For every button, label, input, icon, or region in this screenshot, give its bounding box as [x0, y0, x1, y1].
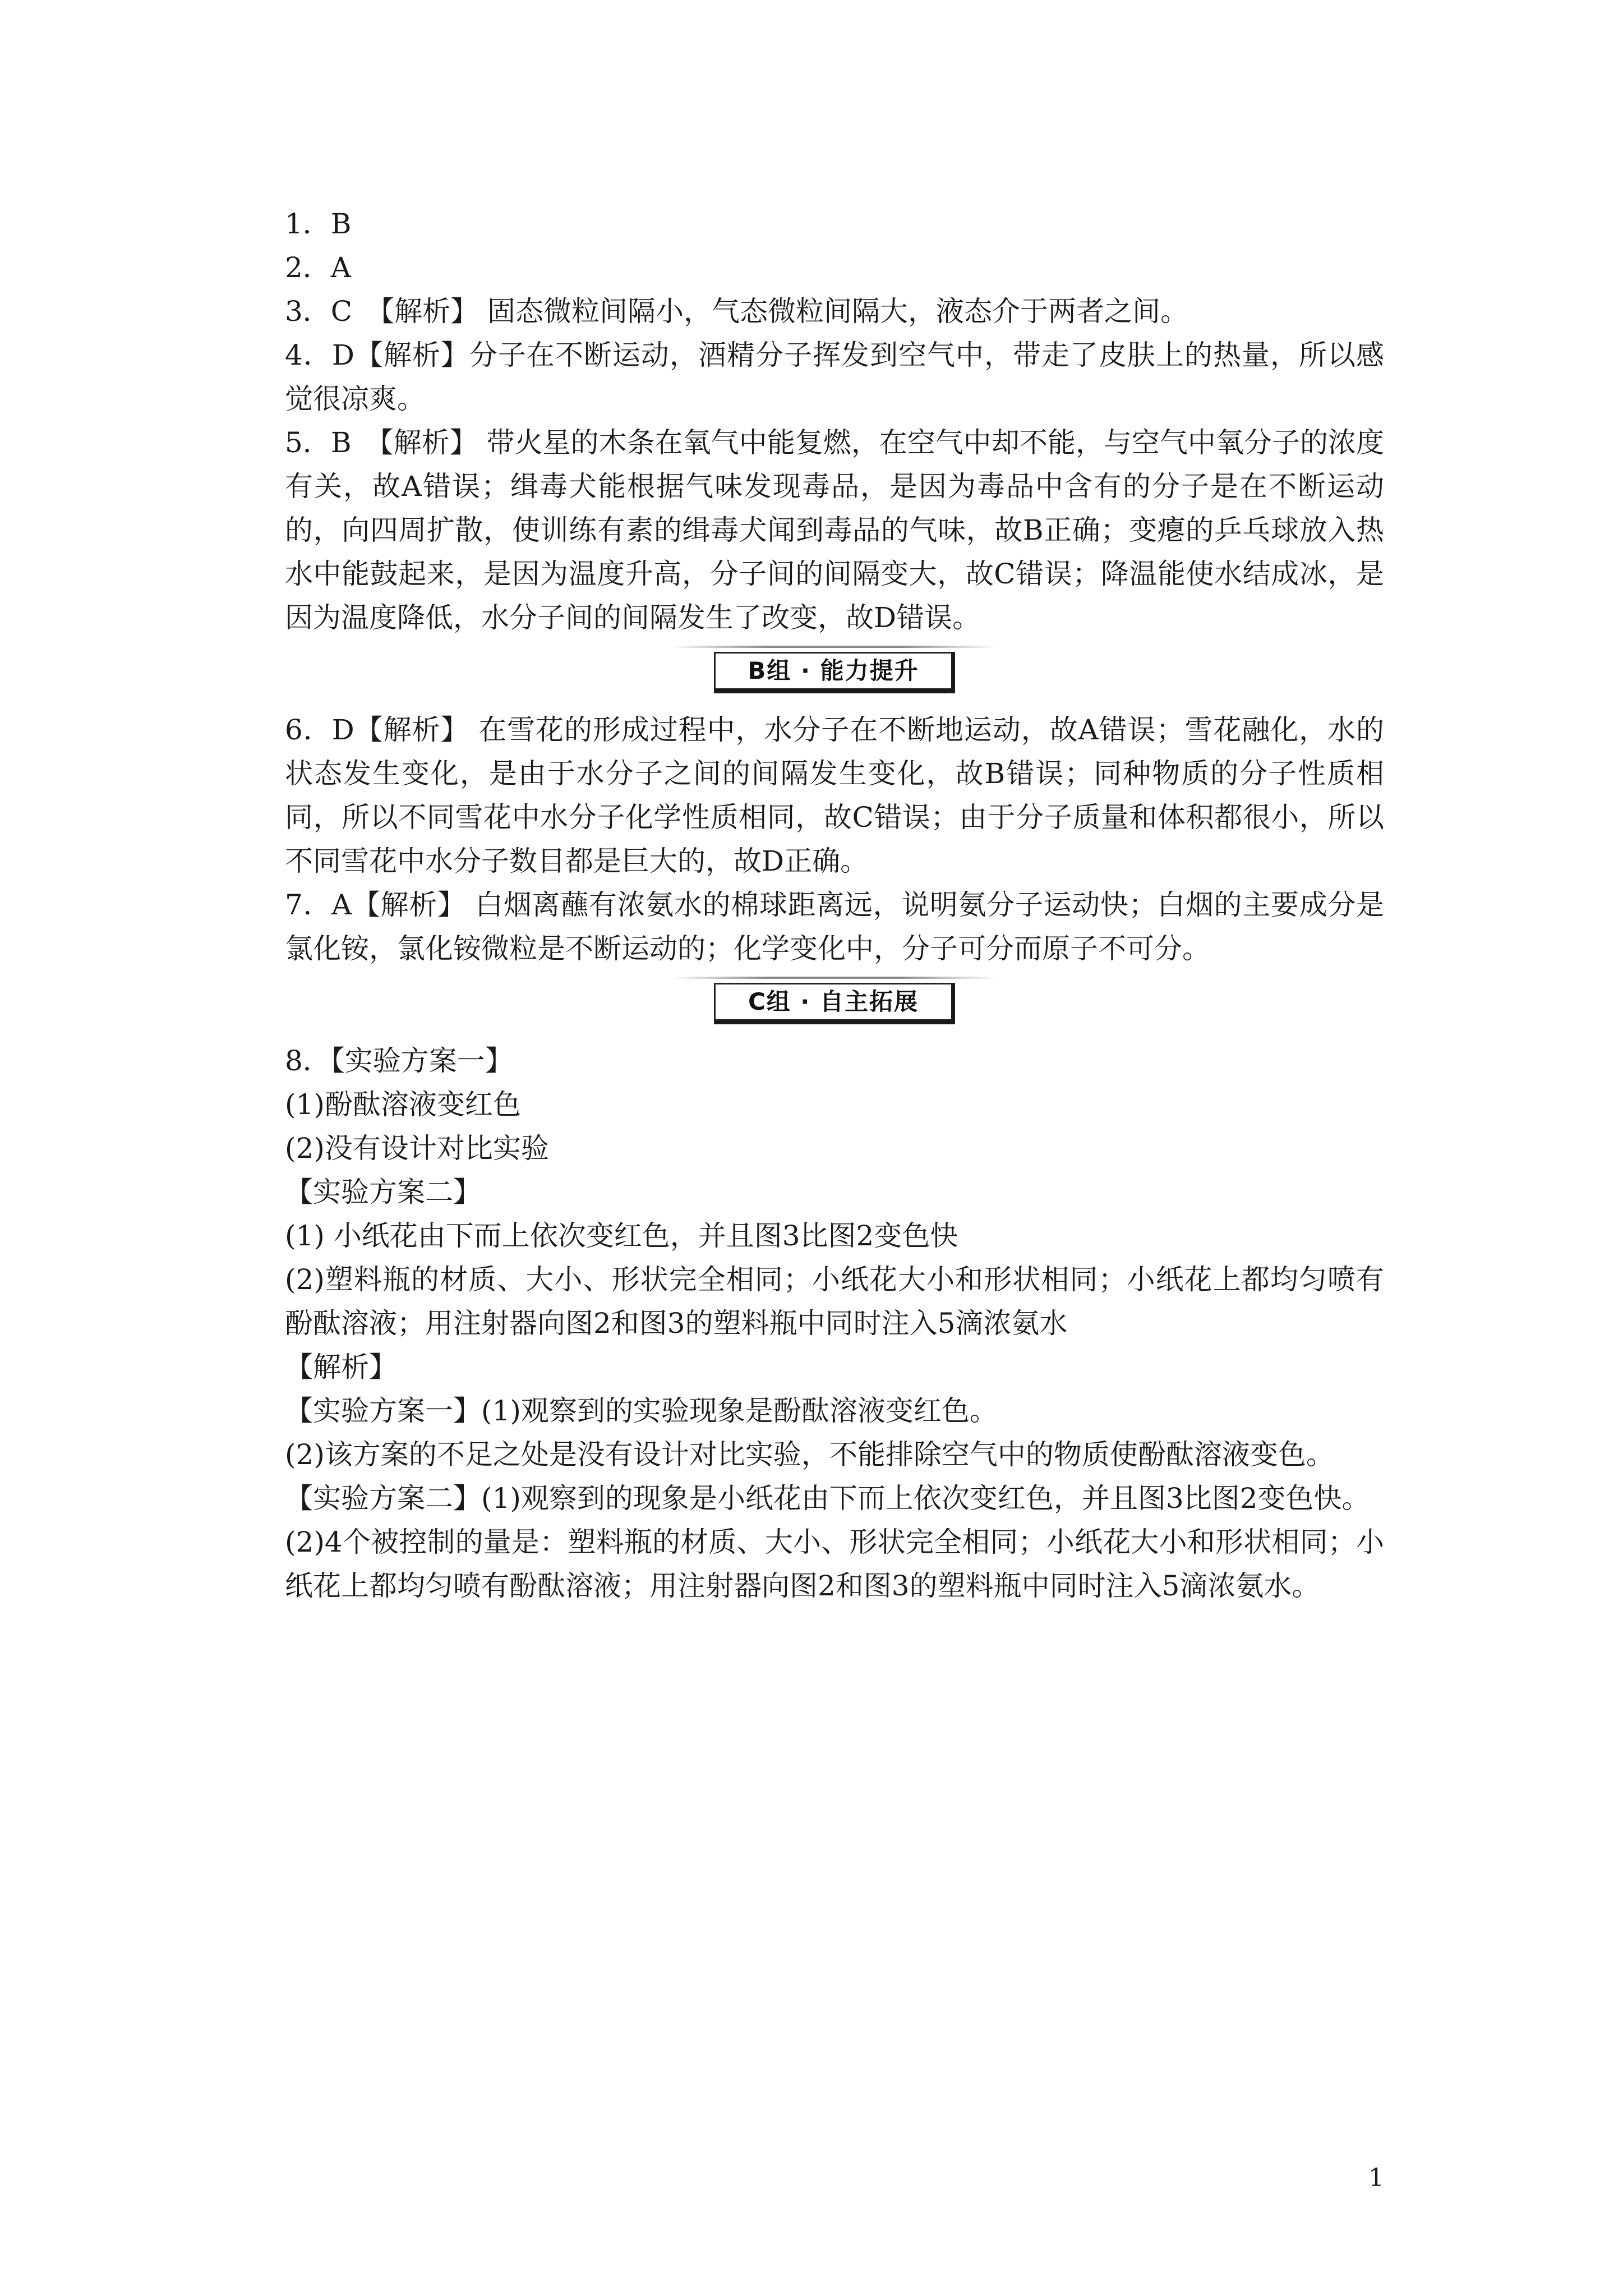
answer-8-line-1: 8．【实验方案一】 [285, 1045, 513, 1077]
section-c-header [285, 983, 1384, 1024]
answer-content [285, 202, 1384, 1608]
page-number: 1 [1368, 2164, 1384, 2192]
section-b-banner [714, 652, 955, 693]
section-c-title: C组 · 自主拓展 [748, 988, 919, 1015]
section-c-banner [714, 983, 955, 1024]
answer-8-line-4: 【实验方案二】 [285, 1176, 481, 1208]
answer-8-line-9: (2)该方案的不足之处是没有设计对比实验，不能排除空气中的物质使酚酞溶液变色。 [285, 1438, 1334, 1471]
answer-6: 6．D【解析】 在雪花的形成过程中，水分子在不断地运动，故A错误；雪花融化，水的状态发生变化，是由于水分子之间的间隔发生变化，故B错误；同种物质的分子性质相同，所以不同雪花中水分子化学性质相同，故C错误；由于分子质量和体积都很小，所以不同雪花中水分子数目都是巨大的，故D正确。 [285, 714, 1384, 877]
answer-8-line-3: (2)没有设计对比实验 [285, 1132, 549, 1165]
answer-8-line-2: (1)酚酞溶液变红色 [285, 1088, 521, 1121]
answer-8-line-8: 【实验方案一】(1)观察到的实验现象是酚酞溶液变红色。 [285, 1395, 998, 1427]
answer-5: 5．B 【解析】 带火星的木条在氧气中能复燃，在空气中却不能，与空气中氧分子的浓度有关，故A错误；缉毒犬能根据气味发现毒品，是因为毒品中含有的分子是在不断运动的，向四周扩散，使训练有素的缉毒犬闻到毒品的气味，故B正确；变瘪的乒乓球放入热水中能鼓起来，是因为温度升高，分子间的间隔变大，故C错误；降温能使水结成冰，是因为温度降低，水分子间的间隔发生了改变，故D错误。 [285, 426, 1384, 634]
section-b-header [285, 652, 1384, 693]
answer-3: 3．C 【解析】 固态微粒间隔小，气态微粒间隔大，液态介于两者之间。 [285, 295, 1188, 328]
answer-8-line-6: (2)塑料瓶的材质、大小、形状完全相同；小纸花大小和形状相同；小纸花上都均匀喷有酚酞溶液；用注射器向图2和图3的塑料瓶中同时注入5滴浓氨水 [285, 1263, 1384, 1340]
section-b-title: B组 · 能力提升 [748, 657, 919, 684]
answer-7: 7．A【解析】 白烟离蘸有浓氨水的棉球距离远，说明氨分子运动快；白烟的主要成分是氯化铵，氯化铵微粒是不断运动的；化学变化中，分子可分而原子不可分。 [285, 889, 1384, 965]
answer-4: 4．D【解析】分子在不断运动，酒精分子挥发到空气中，带走了皮肤上的热量，所以感觉很凉爽。 [285, 339, 1384, 415]
answer-8-line-10: 【实验方案二】(1)观察到的现象是小纸花由下而上依次变红色，并且图3比图2变色快。 [285, 1482, 1370, 1515]
answer-2: 2．A [285, 251, 351, 284]
answer-8-line-7: 【解析】 [285, 1351, 397, 1383]
answer-8-line-11: (2)4个被控制的量是：塑料瓶的材质、大小、形状完全相同；小纸花大小和形状相同；小纸花上都均匀喷有酚酞溶液；用注射器向图2和图3的塑料瓶中同时注入5滴浓氨水。 [285, 1526, 1384, 1602]
answer-8-line-5: (1) 小纸花由下而上依次变红色，并且图3比图2变色快 [285, 1220, 958, 1252]
answer-1: 1．B [285, 208, 352, 240]
